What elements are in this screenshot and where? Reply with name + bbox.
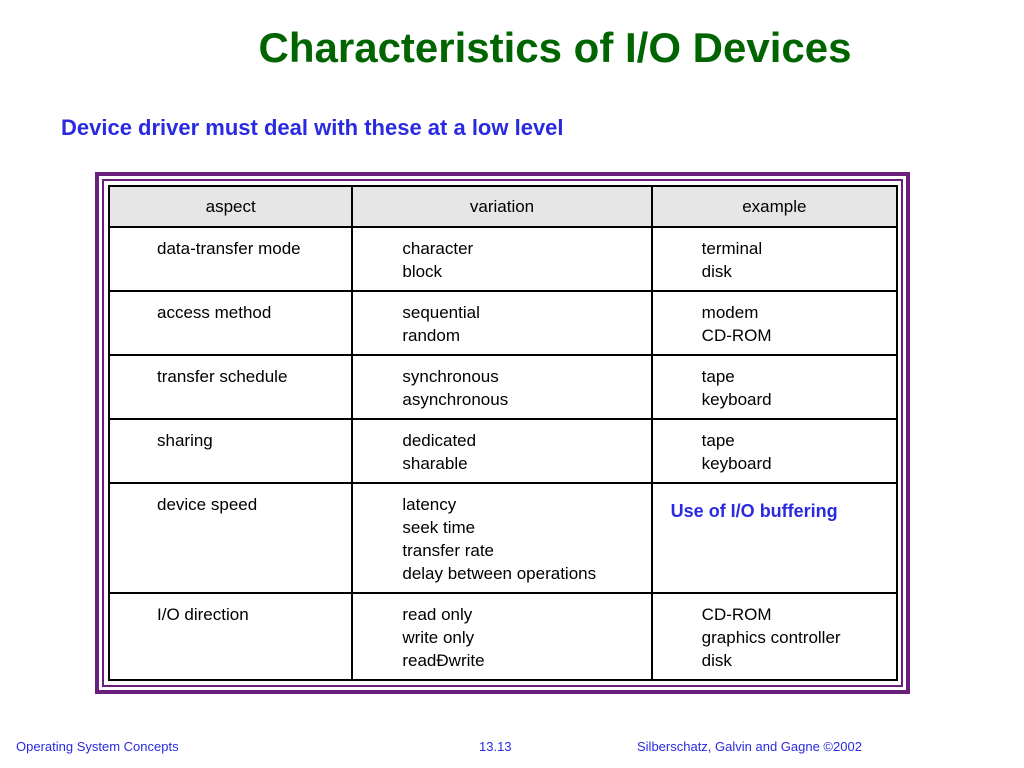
aspect-cell [109, 227, 352, 291]
example-item: keyboard [701, 390, 772, 409]
example-cell [652, 419, 897, 483]
aspect-cell [109, 355, 352, 419]
aspect-cell [109, 419, 352, 483]
footer-slide-number: 13.13 [479, 739, 512, 754]
header-example: example [652, 186, 897, 227]
table-row [109, 227, 897, 291]
table-row [109, 419, 897, 483]
footer-copyright: Silberschatz, Galvin and Gagne ©2002 [637, 739, 862, 754]
table-header-row [109, 186, 897, 227]
variation-item: delay between operations [402, 564, 597, 583]
footer-course-title: Operating System Concepts [16, 739, 179, 754]
slide-subtitle: Device driver must deal with these at a low level [61, 115, 564, 140]
aspect-label: sharing [157, 431, 213, 450]
example-cell [652, 291, 897, 355]
variation-item: dedicated [402, 431, 477, 450]
example-cell [652, 227, 897, 291]
variation-item: seek time [402, 518, 476, 537]
aspect-cell [109, 593, 352, 680]
example-item: graphics controller [701, 628, 841, 647]
buffering-note: Use of I/O buffering [670, 501, 838, 521]
example-item: tape [701, 367, 735, 386]
aspect-label: device speed [157, 495, 258, 514]
example-item: CD-ROM [701, 326, 772, 345]
io-characteristics-table [108, 185, 898, 681]
table-row [109, 483, 897, 593]
example-item: terminal [701, 239, 763, 258]
aspect-cell [109, 483, 352, 593]
variation-cell [352, 419, 651, 483]
variation-cell [352, 355, 651, 419]
variation-cell [352, 593, 651, 680]
example-item: disk [701, 651, 732, 670]
variation-item: latency [402, 495, 457, 514]
variation-item: random [402, 326, 460, 345]
example-cell [652, 593, 897, 680]
variation-item: character [402, 239, 474, 258]
example-cell [652, 355, 897, 419]
table-row [109, 355, 897, 419]
example-item: tape [701, 431, 735, 450]
example-cell [652, 483, 897, 593]
aspect-label: I/O direction [157, 605, 249, 624]
aspect-label: data-transfer mode [157, 239, 301, 258]
variation-cell [352, 291, 651, 355]
variation-item: sharable [402, 454, 468, 473]
example-item: modem [701, 303, 759, 322]
variation-item: read only [402, 605, 473, 624]
variation-item: write only [402, 628, 475, 647]
header-variation: variation [352, 186, 651, 227]
slide-title: Characteristics of I/O Devices [258, 24, 852, 71]
variation-item: readÐwrite [402, 651, 485, 670]
example-item: keyboard [701, 454, 772, 473]
table-row [109, 291, 897, 355]
variation-item: asynchronous [402, 390, 509, 409]
table-row [109, 593, 897, 680]
aspect-label: transfer schedule [157, 367, 288, 386]
variation-cell [352, 483, 651, 593]
variation-item: block [402, 262, 443, 281]
variation-item: synchronous [402, 367, 499, 386]
variation-item: sequential [402, 303, 480, 322]
example-item: CD-ROM [701, 605, 772, 624]
aspect-cell [109, 291, 352, 355]
aspect-label: access method [157, 303, 272, 322]
example-item: disk [701, 262, 732, 281]
header-aspect: aspect [109, 186, 352, 227]
variation-item: transfer rate [402, 541, 495, 560]
variation-cell [352, 227, 651, 291]
